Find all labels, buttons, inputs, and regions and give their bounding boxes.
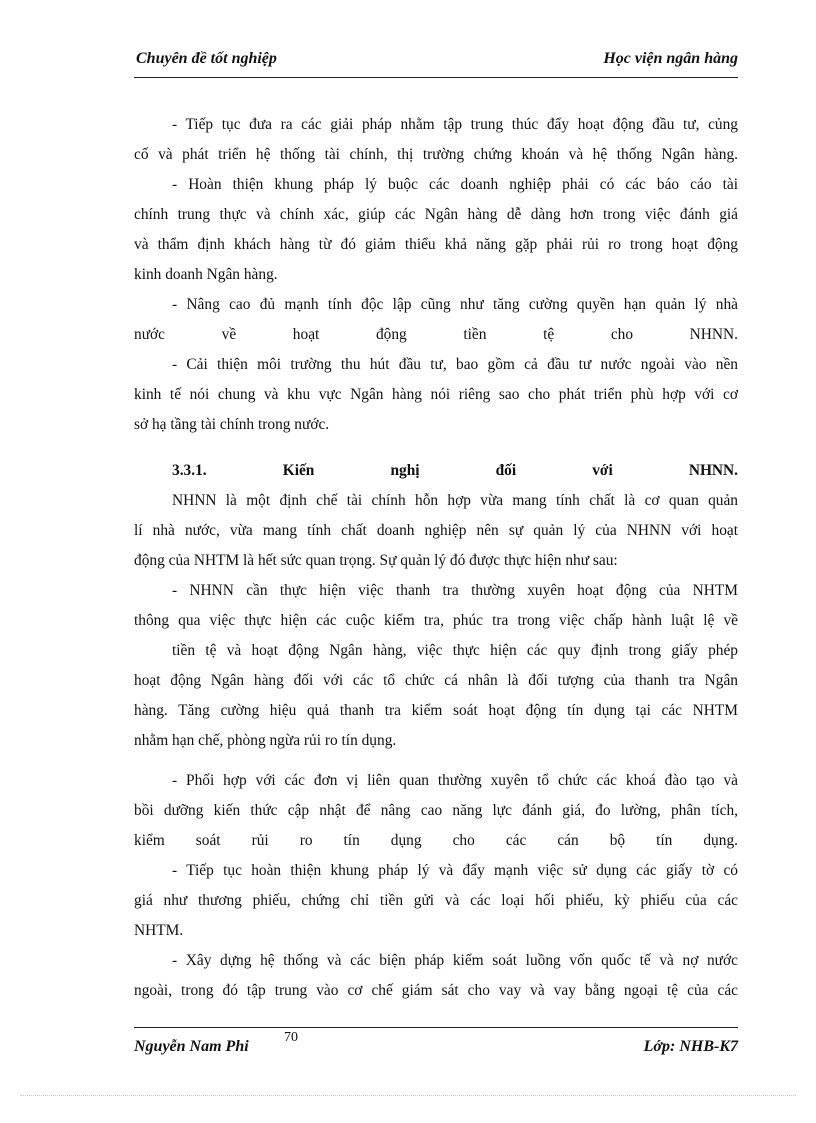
text-line: - Tiếp tục hoàn thiện khung pháp lý và đẩy mạnh việc sử dụng các giấy tờ có (172, 862, 738, 879)
text-line: - Nâng cao đủ mạnh tính độc lập cũng như tăng cường quyền hạn quản lý nhà (172, 296, 738, 313)
text-line: kinh doanh Ngân hàng. (134, 266, 278, 283)
text-line: chính trung thực và chính xác, giúp các Ngân hàng dễ dàng hơn trong việc đánh giá (134, 206, 738, 223)
text-line: NHTM. (134, 922, 184, 939)
text-line: lí nhà nước, vừa mang tính chất doanh nghiệp nên sự quản lý của NHNN với hoạt (134, 522, 738, 539)
text-line: hàng. Tăng cường hiệu quả thanh tra kiểm soát hoạt động tín dụng tại các NHTM (134, 702, 738, 719)
text-line: - Cải thiện môi trường thu hút đầu tư, bao gồm cả đầu tư nước ngoài vào nền (172, 356, 738, 373)
text-line: thông qua việc thực hiện các cuộc kiểm tra, phúc tra trong việc chấp hành luật lệ về (134, 612, 738, 629)
page-bottom-border (20, 1095, 796, 1096)
text-line: ngoài, trong đó tập trung vào cơ chế giám sát cho vay và vay bằng ngoại tệ của các (134, 982, 738, 999)
page-header (134, 46, 738, 74)
text-line: tiền tệ và hoạt động Ngân hàng, việc thực hiện các quy định trong giấy phép (172, 642, 738, 659)
footer-class: Lớp: NHB-K7 (643, 1038, 738, 1055)
text-line: - Hoàn thiện khung pháp lý buộc các doanh nghiệp phải có các báo cáo tài (172, 176, 738, 193)
text-line: nước về hoạt động tiền tệ cho NHNN. (134, 326, 738, 343)
text-line: - Tiếp tục đưa ra các giải pháp nhằm tập trung thúc đẩy hoạt động đầu tư, củng (172, 116, 738, 133)
text-line: hoạt động Ngân hàng đối với các tổ chức cá nhân là đối tượng của thanh tra Ngân (134, 672, 738, 689)
text-line: - Xây dựng hệ thống và các biện pháp kiểm soát luồng vốn quốc tế và nợ nước (172, 952, 738, 969)
text-line: và thẩm định khách hàng từ đó giảm thiểu khả năng gặp phải rủi ro trong hoạt động (134, 236, 738, 253)
text-line: nhằm hạn chế, phòng ngừa rủi ro tín dụng. (134, 732, 397, 749)
text-line: động của NHTM là hết sức quan trọng. Sự quản lý đó được thực hiện như sau: (134, 552, 618, 569)
text-line: kiểm soát rủi ro tín dụng cho các cán bộ tín dụng. (134, 832, 738, 849)
section-heading: 3.3.1. Kiến nghị đối với NHNN. (172, 462, 738, 479)
text-line: sở hạ tầng tài chính trong nước. (134, 416, 330, 433)
header-title-right: Học viện ngân hàng (603, 50, 738, 67)
footer-rule (134, 1027, 738, 1028)
text-line: kinh tế nói chung và khu vực Ngân hàng nói riêng sao cho phát triển phù hợp với cơ (134, 386, 738, 403)
text-line: cố và phát triển hệ thống tài chính, thị trường chứng khoán và hệ thống Ngân hàng. (134, 146, 738, 163)
header-rule (134, 77, 738, 78)
text-line: giá như thương phiếu, chứng chỉ tiền gửi và các loại hối phiếu, kỳ phiếu của các (134, 892, 738, 909)
text-line: bồi dưỡng kiến thức cập nhật để nâng cao năng lực đánh giá, đo lường, phân tích, (134, 802, 738, 819)
text-line: - Phối hợp với các đơn vị liên quan thường xuyên tổ chức các khoá đào tạo và (172, 772, 738, 789)
footer-author: Nguyễn Nam Phi (134, 1038, 249, 1055)
header-title-left: Chuyên đề tốt nghiệp (136, 50, 277, 67)
text-line: - NHNN cần thực hiện việc thanh tra thường xuyên hoạt động của NHTM (172, 582, 738, 599)
page-number: 70 (284, 1030, 298, 1045)
document-body (134, 110, 738, 1006)
text-line: NHNN là một định chế tài chính hỗn hợp vừa mang tính chất là cơ quan quản (172, 492, 738, 509)
